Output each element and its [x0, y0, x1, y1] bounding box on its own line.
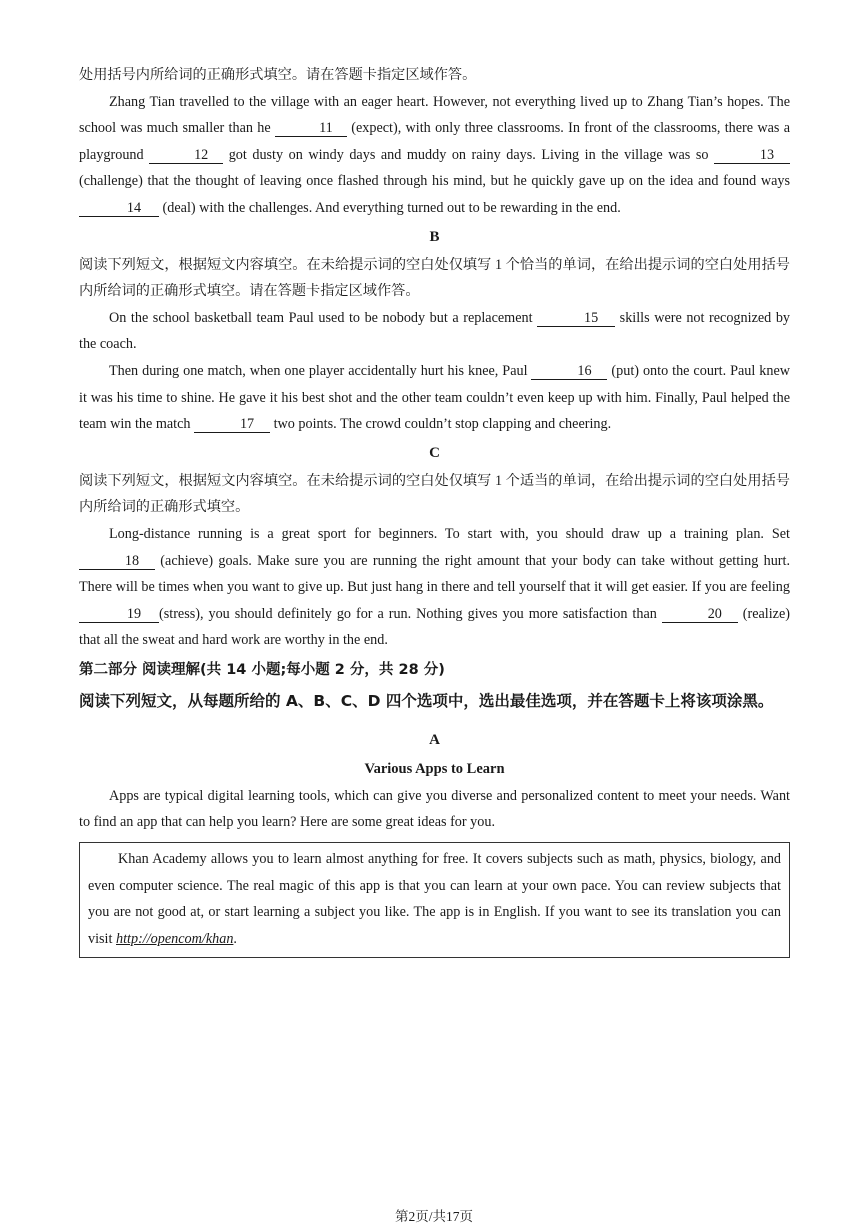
passage-title: Various Apps to Learn: [364, 760, 505, 777]
page-footer: 第2页/共17页: [394, 1209, 473, 1224]
blank-15: 15: [537, 310, 615, 327]
blank-13: 13: [714, 147, 790, 164]
instruction-tail: 处用括号内所给词的正确形式填空。请在答题卡指定区域作答。: [79, 67, 477, 83]
reading-a-heading: A: [429, 731, 440, 748]
khan-link[interactable]: http://opencom/khan: [116, 930, 234, 947]
text-span: two points. The crowd couldn’t stop clapping and cheering.: [270, 416, 612, 433]
blank-16: 16: [531, 363, 607, 380]
text-span: On the school basketball team Paul used to be nobody but a replacement: [109, 309, 538, 326]
text-span: Khan Academy allows you to learn almost anything for free. It covers subjects such as math, physics, biology, and even computer science. The real magic of this app is that you can learn at your own pace. You can review subjects that you are not good at, or start learning a subject you like. The app is in English. If you want to see its translation you can visit: [88, 851, 781, 947]
blank-19: 19: [79, 606, 159, 623]
document-page: [79, 62, 790, 958]
khan-academy-text: [88, 846, 781, 952]
section-b-paragraph-1: [79, 305, 790, 358]
part-two-instruction: 阅读下列短文，从每题所给的 A、B、C、D 四个选项中，选出最佳选项，并在答题卡上将该项涂黑。: [79, 691, 774, 710]
section-c-heading: C: [429, 444, 440, 461]
text-span: Long-distance running is a great sport for beginners. To start with, you should draw up a training plan. Set: [109, 525, 790, 542]
blank-18: 18: [79, 553, 155, 570]
section-b-instruction: 阅读下列短文，根据短文内容填空。在未给提示词的空白处仅填写 1 个恰当的单词，在给出提示词的空白处用括号内所给词的正确形式填空。请在答题卡指定区域作答。: [79, 256, 790, 300]
text-span: .: [233, 930, 237, 947]
text-span: (stress), you should definitely go for a run. Nothing gives you more satisfaction than: [159, 605, 662, 622]
text-span: skills were not recognized by the coach.: [79, 309, 791, 353]
part-two-title: 第二部分 阅读理解(共 14 小题;每小题 2 分，共 28 分): [79, 661, 445, 678]
blank-14: 14: [79, 200, 159, 217]
text-span: got dusty on windy days and muddy on rainy days. Living in the village was so: [223, 146, 714, 163]
text-span: (achieve) goals. Make sure you are running the right amount that your body can take without getting hurt. There will be times when you want to give up. But just hang in there and tell yourself that it will get easier. If you are feeling: [79, 552, 790, 596]
text-span: Zhang Tian travelled to the village with an eager heart. However, not everything lived up to Zhang Tian’s hopes. The school was much smaller than he: [79, 93, 790, 137]
text-span: (challenge) that the thought of leaving once flashed through his mind, but he quickly gave up on the idea and found ways: [79, 173, 790, 190]
app-info-box: [79, 842, 790, 958]
text-span: (realize) that all the sweat and hard work are worthy in the end.: [79, 605, 790, 649]
passage-intro: Apps are typical digital learning tools, which can give you diverse and personalized content to meet your needs. Want to find an app that can help you learn? Here are some great ideas for you.: [79, 787, 790, 831]
blank-17: 17: [194, 416, 270, 433]
text-span: (expect), with only three classrooms. In front of the classrooms, there was a playground: [79, 120, 790, 163]
blank-12: 12: [149, 147, 223, 164]
text-span: (deal) with the challenges. And everything turned out to be rewarding in the end.: [159, 199, 621, 216]
text-span: Then during one match, when one player accidentally hurt his knee, Paul: [109, 362, 532, 379]
passage-a-cloze: [79, 89, 790, 222]
blank-20: 20: [662, 606, 738, 623]
text-span: (put) onto the court. Paul knew it was his time to shine. He gave it his best shot and the other team couldn’t even keep up with him. Finally, Paul helped the team win the match: [79, 362, 790, 433]
blank-11: 11: [275, 120, 347, 137]
section-b-heading: B: [429, 228, 440, 245]
section-c-paragraph: [79, 521, 790, 654]
section-b-paragraph-2: [79, 358, 790, 438]
section-c-instruction: 阅读下列短文，根据短文内容填空。在未给提示词的空白处仅填写 1 个适当的单词，在给出提示词的空白处用括号内所给词的正确形式填空。: [79, 472, 790, 516]
